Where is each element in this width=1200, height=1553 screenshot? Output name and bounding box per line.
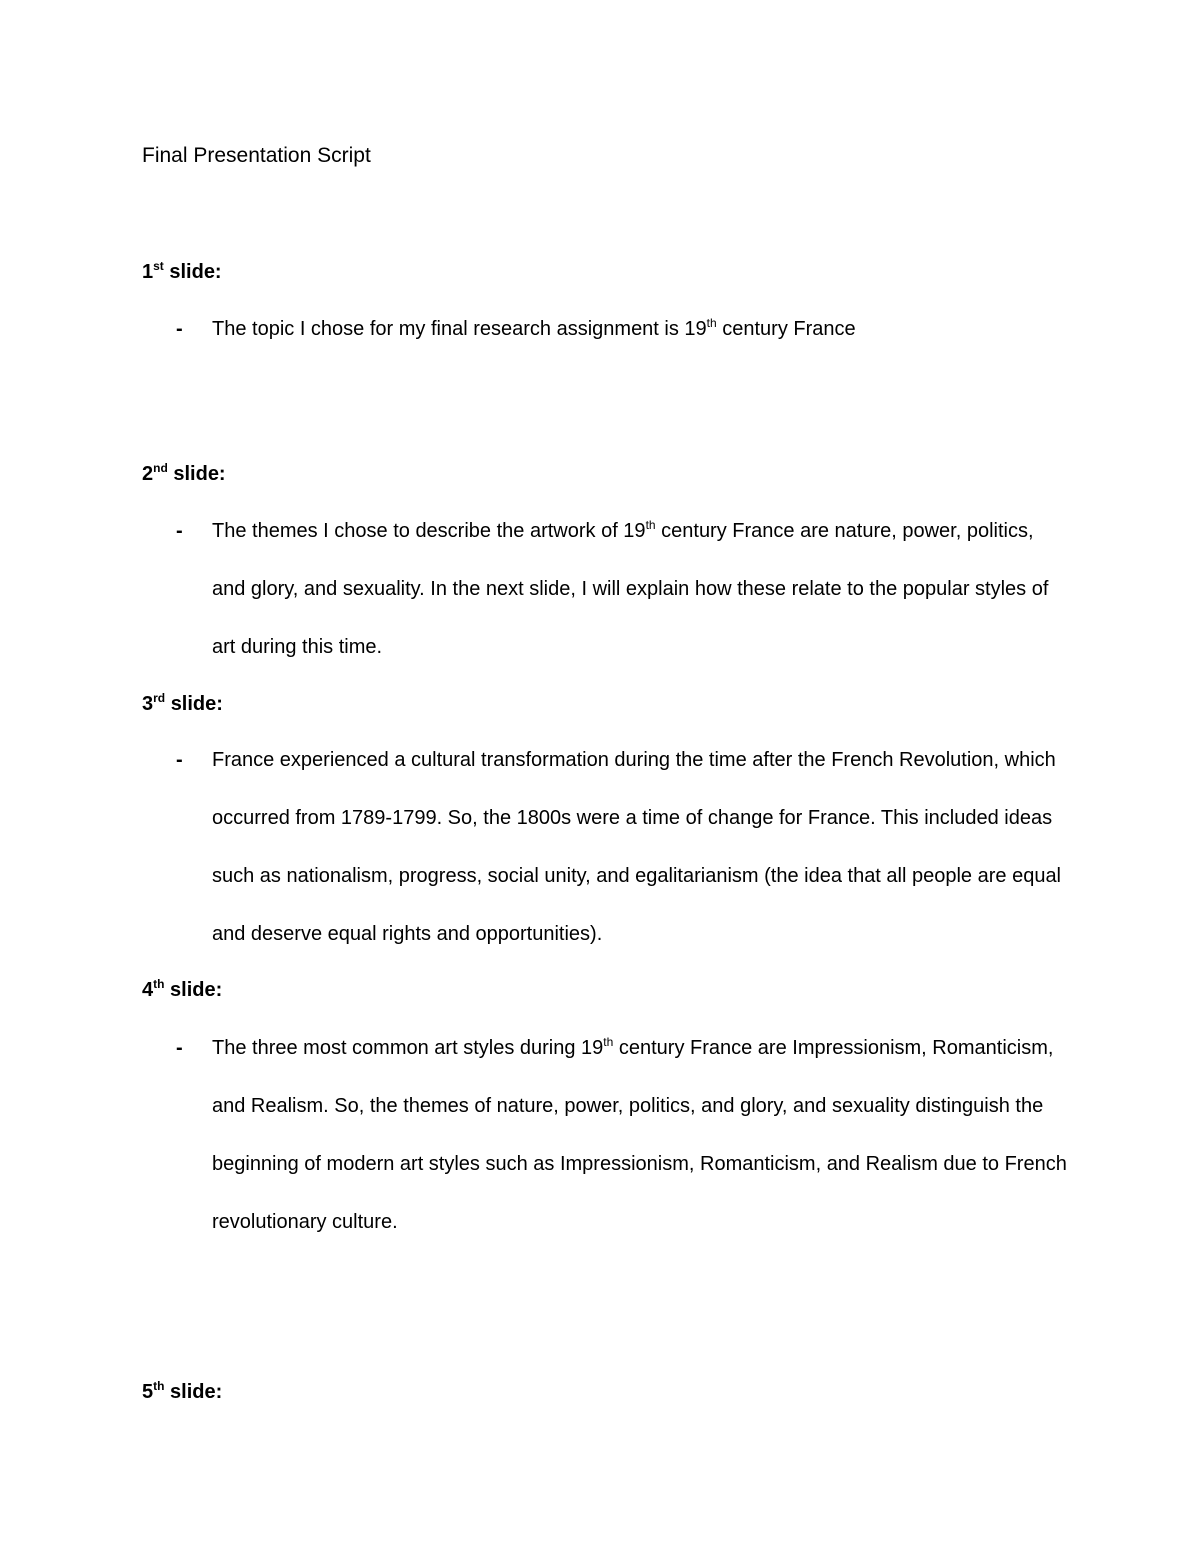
- bullet-text: The themes I chose to describe the artwork of 19th century France are nature, power, politics, and glory, and sexuality. In the next slide, I will explain how these relate to the popular styles of art during this time.: [212, 518, 1049, 658]
- ordinal-suffix: nd: [153, 461, 168, 475]
- slide-label: slide:: [173, 463, 226, 485]
- slide-label: slide:: [169, 261, 222, 283]
- slide-label: slide:: [170, 1381, 223, 1403]
- slide-label: slide:: [170, 693, 223, 715]
- slide-2-bullet: [142, 502, 1062, 676]
- slide-3-heading: [142, 690, 223, 718]
- bullet-text: The three most common art styles during 19th century France are Impressionism, Romanticism, and Realism. So, the themes of nature, power, politics, and glory, and sexuality distinguish the beginning of modern art styles such as Impressionism, Romanticism, and Realism due to French revolutionary culture.: [212, 1035, 1067, 1233]
- slide-1-heading: [142, 258, 222, 286]
- ordinal-suffix: th: [153, 977, 165, 991]
- slide-number: 2: [142, 463, 154, 485]
- bullet-dash: -: [176, 520, 183, 542]
- bullet-dash: -: [176, 1037, 183, 1059]
- slide-4-bullet: [142, 1019, 1067, 1251]
- slide-label: slide:: [170, 979, 223, 1001]
- slide-number: 1: [142, 261, 154, 283]
- slide-number: 3: [142, 693, 154, 715]
- slide-3-bullet: [142, 731, 1062, 963]
- ordinal-suffix: rd: [153, 691, 166, 705]
- bullet-text: France experienced a cultural transformation during the time after the French Revolution, which occurred from 1789-1799. So, the 1800s were a time of change for France. This included ideas such as nationalism, progress, social unity, and egalitarianism (the idea that all people are equal and deserve equal rights and opportunities).: [212, 749, 1062, 945]
- ordinal-suffix: st: [153, 259, 164, 273]
- slide-2-heading: [142, 460, 226, 488]
- ordinal-suffix: th: [153, 1379, 165, 1393]
- slide-5-heading: [142, 1378, 222, 1406]
- slide-4-heading: [142, 976, 222, 1004]
- bullet-dash: -: [176, 749, 183, 771]
- slide-1-bullet: [142, 300, 1062, 358]
- slide-number: 5: [142, 1381, 154, 1403]
- slide-number: 4: [142, 979, 154, 1001]
- bullet-text: The topic I chose for my final research assignment is 19th century France: [212, 316, 856, 340]
- document-title: Final Presentation Script: [142, 144, 371, 167]
- bullet-dash: -: [176, 318, 183, 340]
